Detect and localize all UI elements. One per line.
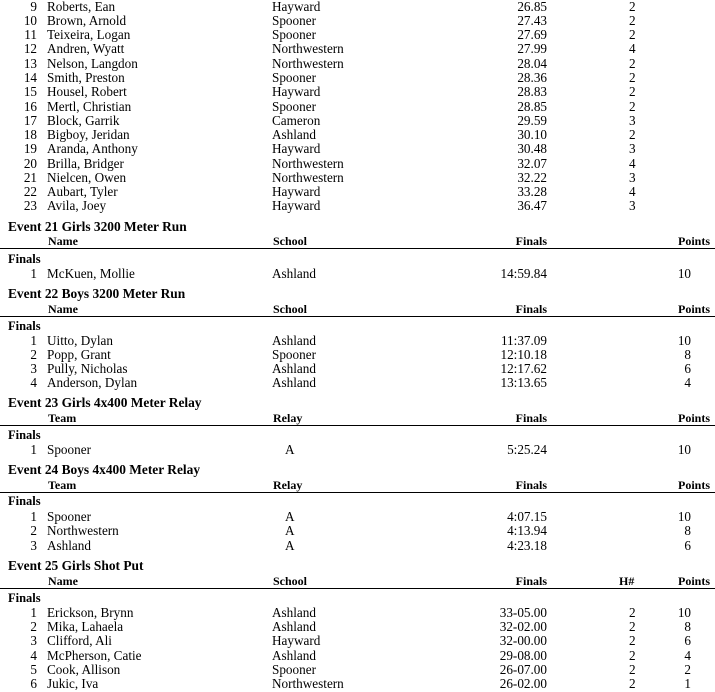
table-row: 3 Clifford, Ali Hayward 32-00.00 2 6 <box>30 633 691 648</box>
event-24-header: Team Relay Finals Points <box>0 478 715 493</box>
table-row: 1 Spooner A 5:25.24 10 <box>30 442 691 457</box>
table-row: 3 Pully, Nicholas Ashland 12:17.62 6 <box>30 361 691 376</box>
event-25-header: Name School Finals H# Points <box>0 574 715 589</box>
table-row: 2 Mika, Lahaela Ashland 32-02.00 2 8 <box>30 619 691 634</box>
table-row: 1 Erickson, Brynn Ashland 33-05.00 2 10 <box>30 605 691 620</box>
table-row: 15 Housel, Robert Hayward 28.83 2 <box>23 84 636 99</box>
table-row: 18 Bigboy, Jeridan Ashland 30.10 2 <box>23 127 636 142</box>
finals-section-label: Finals <box>8 428 41 442</box>
table-row: 1 Uitto, Dylan Ashland 11:37.09 10 <box>30 333 691 348</box>
table-row: 4 Anderson, Dylan Ashland 13:13.65 4 <box>30 375 691 390</box>
table-row: 14 Smith, Preston Spooner 28.36 2 <box>23 70 636 85</box>
finals-section-label: Finals <box>8 319 41 333</box>
event-23-header: Team Relay Finals Points <box>0 411 715 426</box>
finals-section-label: Finals <box>8 252 41 266</box>
table-row: 17 Block, Garrik Cameron 29.59 3 <box>23 113 636 128</box>
table-row: 1 Spooner A 4:07.15 10 <box>30 509 691 524</box>
table-row: 4 McPherson, Catie Ashland 29-08.00 2 4 <box>30 648 691 663</box>
event-25-title: Event 25 Girls Shot Put <box>8 558 144 573</box>
table-row: 22 Aubart, Tyler Hayward 33.28 4 <box>23 184 636 199</box>
event-22-header: Name School Finals Points <box>0 302 715 317</box>
finals-section-label: Finals <box>8 591 41 605</box>
event-24-title: Event 24 Boys 4x400 Meter Relay <box>8 462 201 477</box>
table-row: 12 Andren, Wyatt Northwestern 27.99 4 <box>23 41 636 56</box>
table-row: 6 Jukic, Iva Northwestern 26-02.00 2 1 <box>30 676 691 691</box>
table-row: 2 Northwestern A 4:13.94 8 <box>30 523 691 538</box>
table-row: 16 Mertl, Christian Spooner 28.85 2 <box>23 99 636 114</box>
table-row: 1 McKuen, Mollie Ashland 14:59.84 10 <box>30 266 691 281</box>
event-21-title: Event 21 Girls 3200 Meter Run <box>8 219 187 234</box>
event-22-title: Event 22 Boys 3200 Meter Run <box>8 286 186 301</box>
table-row: 21 Nielcen, Owen Northwestern 32.22 3 <box>23 170 636 185</box>
table-row: 10 Brown, Arnold Spooner 27.43 2 <box>23 13 636 28</box>
table-row: 3 Ashland A 4:23.18 6 <box>30 538 691 553</box>
table-row: 13 Nelson, Langdon Northwestern 28.04 2 <box>23 56 636 71</box>
table-row: 20 Brilla, Bridger Northwestern 32.07 4 <box>23 156 636 171</box>
table-row: 9 Roberts, Ean Hayward 26.85 2 <box>30 0 636 14</box>
table-row: 19 Aranda, Anthony Hayward 30.48 3 <box>23 141 636 156</box>
table-row: 5 Cook, Allison Spooner 26-07.00 2 2 <box>30 662 691 677</box>
event-23-title: Event 23 Girls 4x400 Meter Relay <box>8 395 202 410</box>
table-row: 11 Teixeira, Logan Spooner 27.69 2 <box>24 27 636 42</box>
event-21-header: Name School Finals Points <box>0 234 715 249</box>
table-row: 23 Avila, Joey Hayward 36.47 3 <box>23 198 636 213</box>
table-row: 2 Popp, Grant Spooner 12:10.18 8 <box>30 347 691 362</box>
finals-section-label: Finals <box>8 494 41 508</box>
